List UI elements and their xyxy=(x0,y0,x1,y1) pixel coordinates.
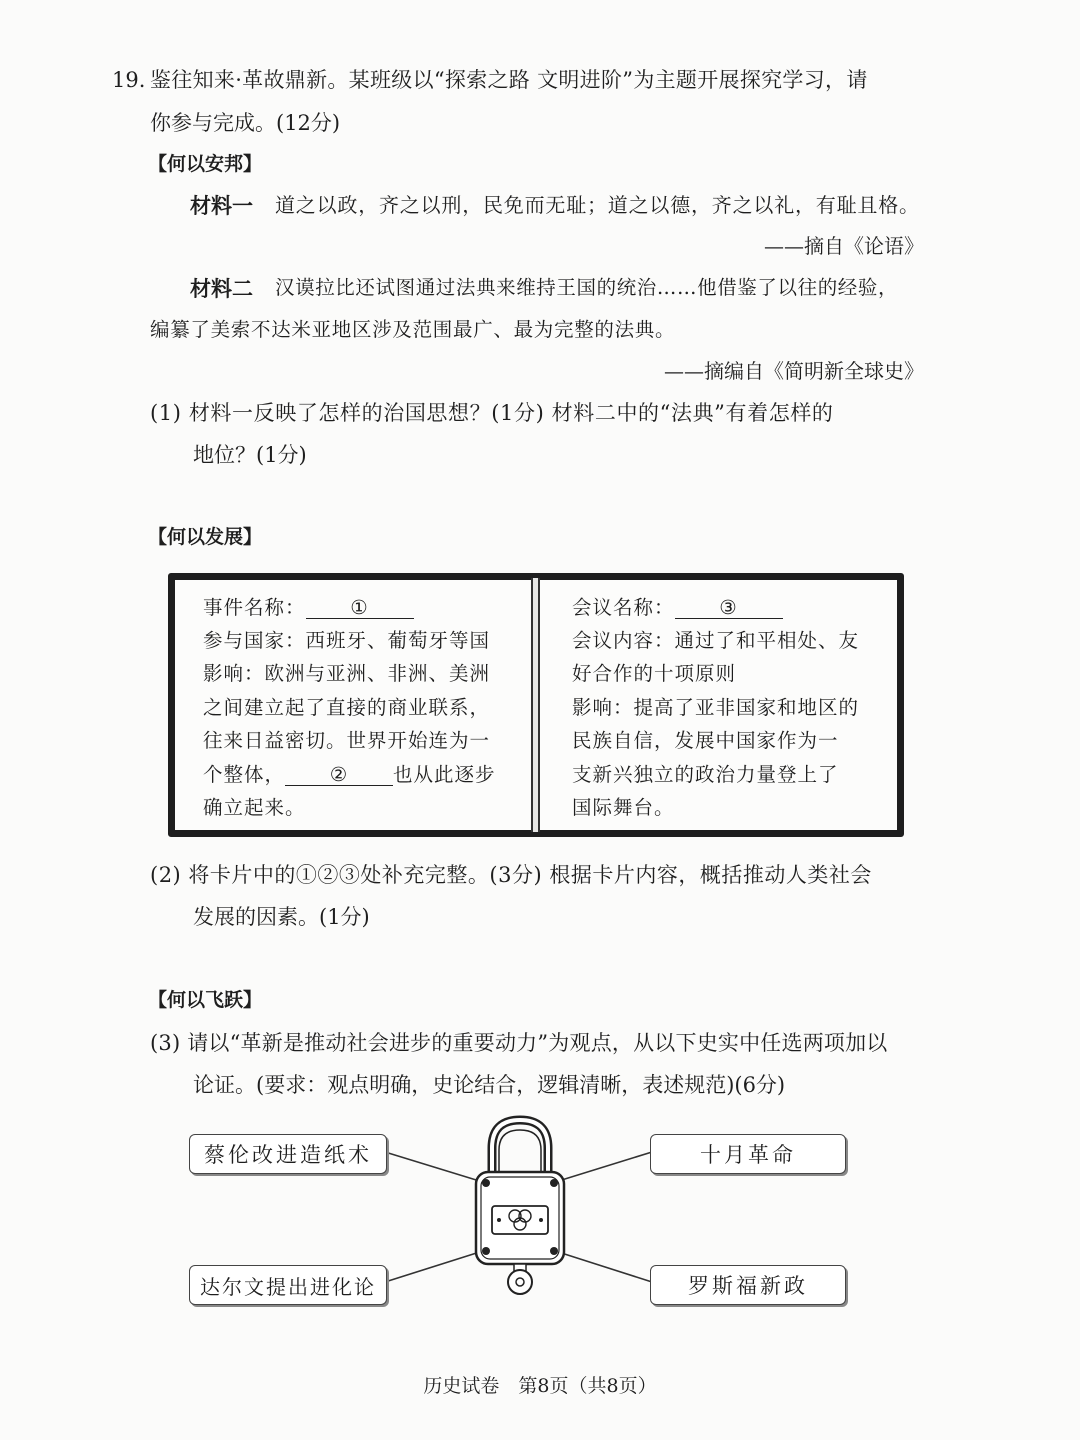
section-heading-fazhan: 【何以发展】 xyxy=(148,526,263,548)
material1-label: 材料一 xyxy=(190,193,253,218)
event-name-label: 事件名称： xyxy=(203,596,306,619)
card-left-line5: 往来日益密切。世界开始连为一 xyxy=(203,729,491,752)
card-right-line6: 支新兴独立的政治力量登上了 xyxy=(572,763,839,786)
material1-source: ——摘自《论语》 xyxy=(764,234,924,258)
subquestion-3-line1: (3) 请以“革新是推动社会进步的重要动力”为观点，从以下史实中任选两项加以 xyxy=(150,1031,888,1055)
card-left-line6-suffix: 也从此逐步 xyxy=(393,763,496,786)
question-intro-line2: 你参与完成。(12分) xyxy=(150,111,341,135)
card-left-line6-prefix: 个整体， xyxy=(203,763,286,786)
blank-1: ① xyxy=(306,598,414,619)
material1-text: 道之以政，齐之以刑，民免而无耻；道之以德，齐之以礼，有耻且格。 xyxy=(275,193,920,217)
card-left-line3: 影响：欧洲与亚洲、非洲、美洲 xyxy=(203,662,491,685)
section-heading-feiyue: 【何以飞跃】 xyxy=(148,989,263,1011)
subquestion-1-line1: (1) 材料一反映了怎样的治国思想？(1分) 材料二中的“法典”有着怎样的 xyxy=(150,401,834,425)
material2-source: ——摘编自《简明新全球史》 xyxy=(664,359,924,383)
card-left-line2: 参与国家：西班牙、葡萄牙等国 xyxy=(203,629,491,652)
padlock-icon xyxy=(470,1110,570,1300)
question-intro-line1: 鉴往知来·革故鼎新。某班级以“探索之路 文明进阶”为主题开展探究学习，请 xyxy=(150,68,868,92)
node-october-revolution: 十月革命 xyxy=(650,1134,846,1174)
page-footer: 历史试卷 第8页（共8页） xyxy=(423,1375,657,1397)
material2-label-text: 材料二 xyxy=(190,276,253,301)
blank-2: ② xyxy=(285,765,393,786)
section-heading-anbang: 【何以安邦】 xyxy=(148,153,263,175)
node-new-deal: 罗斯福新政 xyxy=(650,1265,846,1305)
meeting-name-label: 会议名称： xyxy=(572,596,675,619)
node-cai-lun: 蔡伦改进造纸术 xyxy=(189,1134,387,1174)
material2-line2: 编纂了美索不达米亚地区涉及范围最广、最为完整的法典。 xyxy=(150,318,676,341)
card-right-line7: 国际舞台。 xyxy=(572,796,675,819)
card-right-line5: 民族自信，发展中国家作为一 xyxy=(572,729,839,752)
card-right-line4: 影响：提高了亚非国家和地区的 xyxy=(572,696,860,719)
subquestion-1-line2: 地位？(1分) xyxy=(193,443,307,467)
subquestion-2-line2: 发展的因素。(1分) xyxy=(193,905,370,929)
card-left-line4: 之间建立起了直接的商业联系， xyxy=(203,696,491,719)
material2-line1: 汉谟拉比还试图通过法典来维持王国的统治……他借鉴了以往的经验， xyxy=(275,276,899,299)
subquestion-3-line2: 论证。(要求：观点明确，史论结合，逻辑清晰，表述规范)(6分) xyxy=(193,1073,786,1097)
question-number: 19. xyxy=(112,68,146,92)
card-left-line7: 确立起来。 xyxy=(203,796,306,819)
node-darwin: 达尔文提出进化论 xyxy=(189,1265,387,1305)
subquestion-2-line1: (2) 将卡片中的①②③处补充完整。(3分) 根据卡片内容，概括推动人类社会 xyxy=(150,863,872,887)
card-right-line2: 会议内容：通过了和平相处、友 xyxy=(572,629,860,652)
card-right-line3: 好合作的十项原则 xyxy=(572,662,737,685)
blank-3: ③ xyxy=(675,598,783,619)
